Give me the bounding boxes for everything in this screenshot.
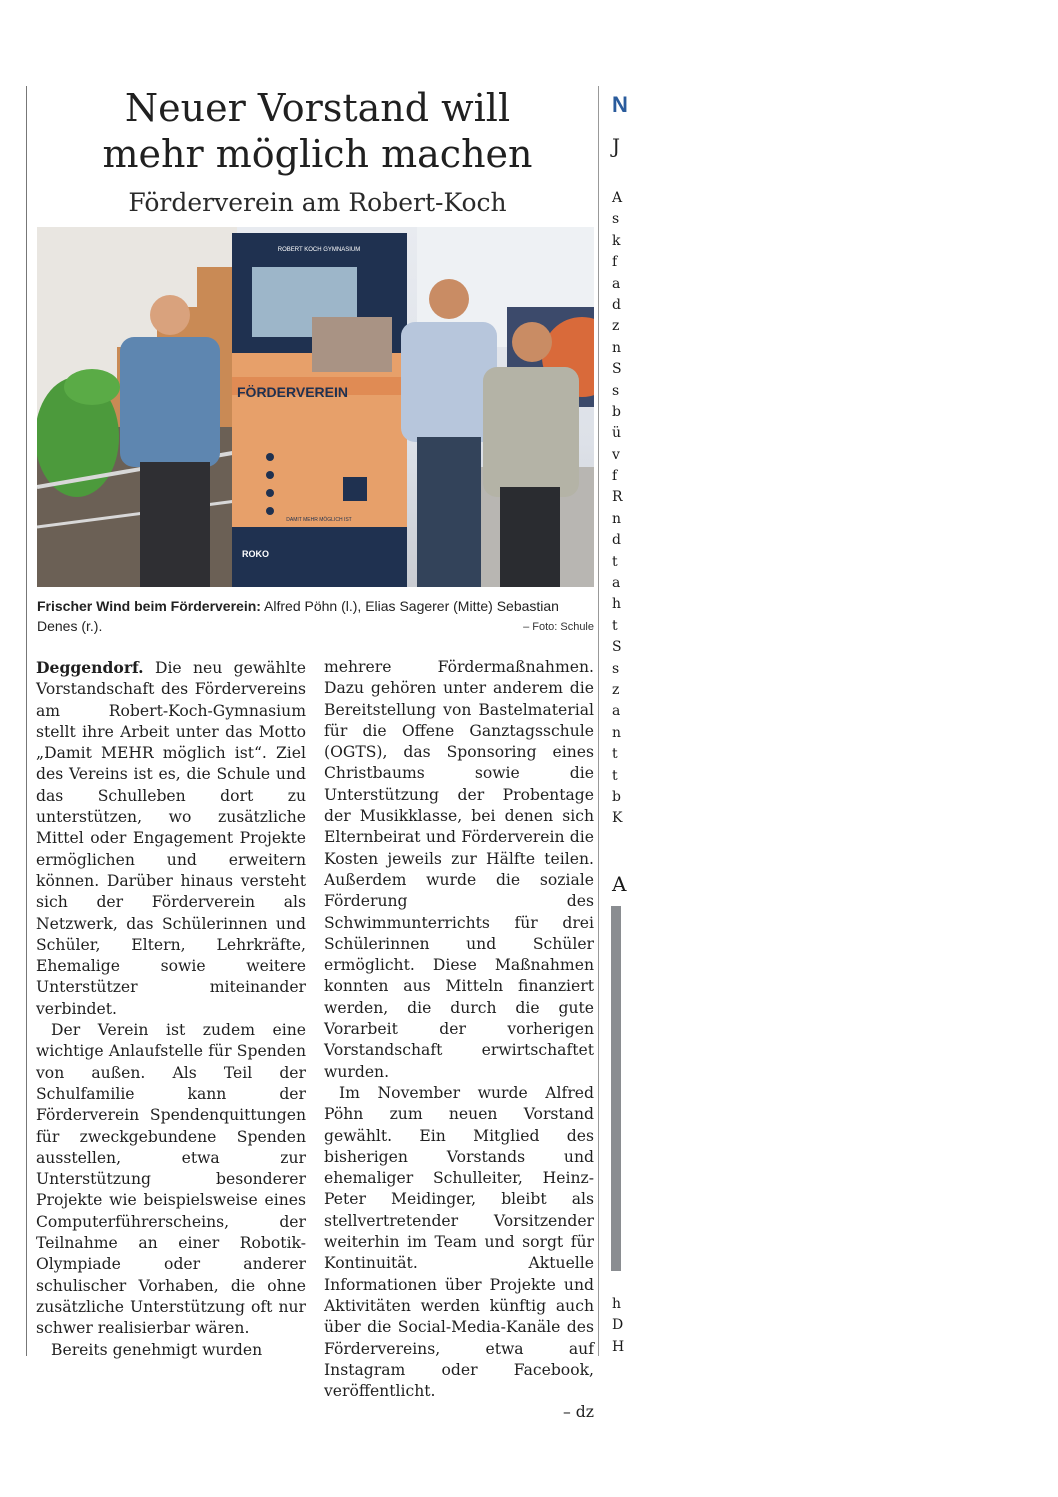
subheadline: Förderverein am Robert-Koch: [128, 188, 507, 217]
neighbor-photo: [611, 906, 621, 1271]
photo-credit: – Foto: Schule: [523, 621, 594, 633]
paragraph: mehrere Fördermaßnahmen. Dazu gehören unter anderem die Bereitstellung von Bastelmaterial für die Offene Ganztagsschule (OGTS), das Sponsoring eines Christbaums sowie die Unterstützung der Probentage der Musikklasse, bei denen sich Elternbeirat und Förderverein die Kosten jeweils zur Hälfte teilen. Außerdem wurde die soziale Förderung des Schwimmunterrichts für drei Schülerinnen und Schüler ermöglicht. Diese Maßnahmen konnten aus Mitteln finanziert werden, die durch die gute Vorarbeit der vorherigen Vorstandschaft erwirtschaftet wurden.: [324, 658, 594, 1081]
column-rule-left: [26, 86, 27, 1356]
neighbor-line-fragment: A: [612, 190, 623, 206]
neighbor-line-fragment: s: [612, 211, 620, 228]
neighbor-line-fragment: n: [612, 510, 622, 527]
neighbor-line-fragment: t: [612, 767, 618, 784]
paragraph-text: Die neu gewählte Vorstandschaft des Fördervereins am Robert-Koch-Gymnasium stellt ihre Arbeit unter das Motto „Damit MEHR möglich ist“. Ziel des Vereins ist es, die Schule und das Schulleben dort zu unterstützen, wo zusätzliche Mittel oder Engagement Projekte ermöglichen und erweitern können. Darüber hinaus versteht sich der Förderverein als Netzwerk, das Schülerinnen und Schüler, Eltern, Lehrkräfte, Ehemalige sowie weitere Unterstützer miteinander verbindet.: [36, 659, 306, 1018]
author-signature: – dz: [563, 1403, 594, 1422]
banner-title: FÖRDERVEREIN: [237, 384, 348, 400]
neighbor-line-fragment: f: [612, 254, 618, 271]
paragraph: [324, 1083, 594, 1424]
neighbor-line-fragment: z: [612, 681, 620, 698]
article-column-1: [36, 657, 306, 1361]
neighbor-line-fragment: k: [612, 232, 621, 249]
banner-footer: DAMIT MEHR MÖGLICH IST: [286, 517, 352, 523]
neighbor-line-fragment: f: [612, 468, 618, 485]
neighbor-lower-fragments: [612, 1294, 624, 1358]
neighbor-line-fragment: n: [612, 339, 622, 356]
neighbor-line-fragment: H: [612, 1338, 625, 1355]
neighbor-line-fragment: s: [612, 660, 620, 677]
neighbor-subline: J: [612, 134, 621, 158]
article-column-2: [324, 657, 594, 1424]
paragraph: [36, 657, 306, 1020]
neighbor-line-fragment: a: [612, 575, 621, 592]
neighbor-line-fragment: n: [612, 724, 622, 741]
neighbor-text-fragments: [612, 188, 622, 830]
paragraph-text: Im November wurde Alfred Pöhn zum neuen Vorstand gewählt. Ein Mitglied des bisherigen Vorstands und ehemaliger Schulleiter, Heinz-Peter Meidinger, bleibt als stellvertretender Vorsitzender weiterhin im Team und sorgt für Kontinuität. Aktuelle Informationen über Projekte und Aktivitäten werden künftig auch über die Social-Media-Kanäle des Fördervereins, etwa auf Instagram oder Facebook, veröffentlicht.: [324, 1083, 594, 1401]
neighbor-line-fragment: t: [612, 746, 618, 763]
neighbor-line-fragment: d: [612, 296, 621, 313]
headline-line-2: mehr möglich machen: [102, 132, 533, 176]
banner-logo: ROKO: [242, 549, 269, 559]
banner-brand: ROBERT KOCH GYMNASIUM: [277, 247, 361, 253]
dateline: Deggendorf.: [36, 658, 144, 677]
headline-line-1: Neuer Vorstand will: [124, 86, 511, 130]
caption-lead: Frischer Wind beim Förderverein:: [37, 598, 261, 614]
paragraph: Bereits genehmigt wurden: [51, 1340, 263, 1359]
neighbor-line-fragment: S: [612, 639, 622, 656]
photo-scene: [37, 227, 594, 587]
article-photo: [37, 227, 594, 587]
neighbor-headline: N: [612, 92, 628, 117]
paragraph: Der Verein ist zudem eine wichtige Anlaufstelle für Spenden von außen. Als Teil der Schulfamilie kann der Förderverein Spendenquittungen für zweckgebundene Spenden ausstellen, etwa zur Unterstützung besonderer Projekte wie beispielsweise eines Computerführerscheins, der Teilnahme an einer Robotik-Olympiade oder anderer schulischer Vorhaben, die ohne zusätzliche Unterstützung oft nur schwer realisierbar wären.: [36, 1021, 306, 1338]
neighbor-line-fragment: d: [612, 532, 621, 549]
neighbor-line-fragment: a: [612, 275, 621, 292]
column-rule: [598, 86, 599, 1356]
caption-text: Alfred Pöhn (l.), Elias Sagerer (Mitte) Sebastian Denes (r.).: [37, 598, 559, 634]
neighbor-line-fragment: z: [612, 318, 620, 335]
neighbor-article-cropped: [598, 86, 628, 1356]
neighbor-line-fragment: v: [612, 446, 620, 463]
neighbor-line-fragment: h: [612, 596, 622, 613]
neighbor-line-fragment: D: [612, 1317, 624, 1334]
neighbor-line-fragment: a: [612, 703, 621, 720]
neighbor-line-fragment: t: [612, 553, 618, 570]
neighbor-line-fragment: R: [612, 489, 623, 506]
neighbor-line-fragment: s: [612, 382, 620, 399]
neighbor-line-fragment: b: [612, 403, 621, 420]
neighbor-line-fragment: t: [612, 617, 618, 634]
neighbor-line-fragment: ü: [612, 425, 622, 442]
neighbor-line-fragment: S: [612, 361, 622, 378]
neighbor-line-fragment: h: [612, 1296, 622, 1312]
neighbor-heading-2: A: [612, 872, 627, 896]
neighbor-line-fragment: K: [612, 810, 623, 827]
neighbor-line-fragment: b: [612, 788, 621, 805]
